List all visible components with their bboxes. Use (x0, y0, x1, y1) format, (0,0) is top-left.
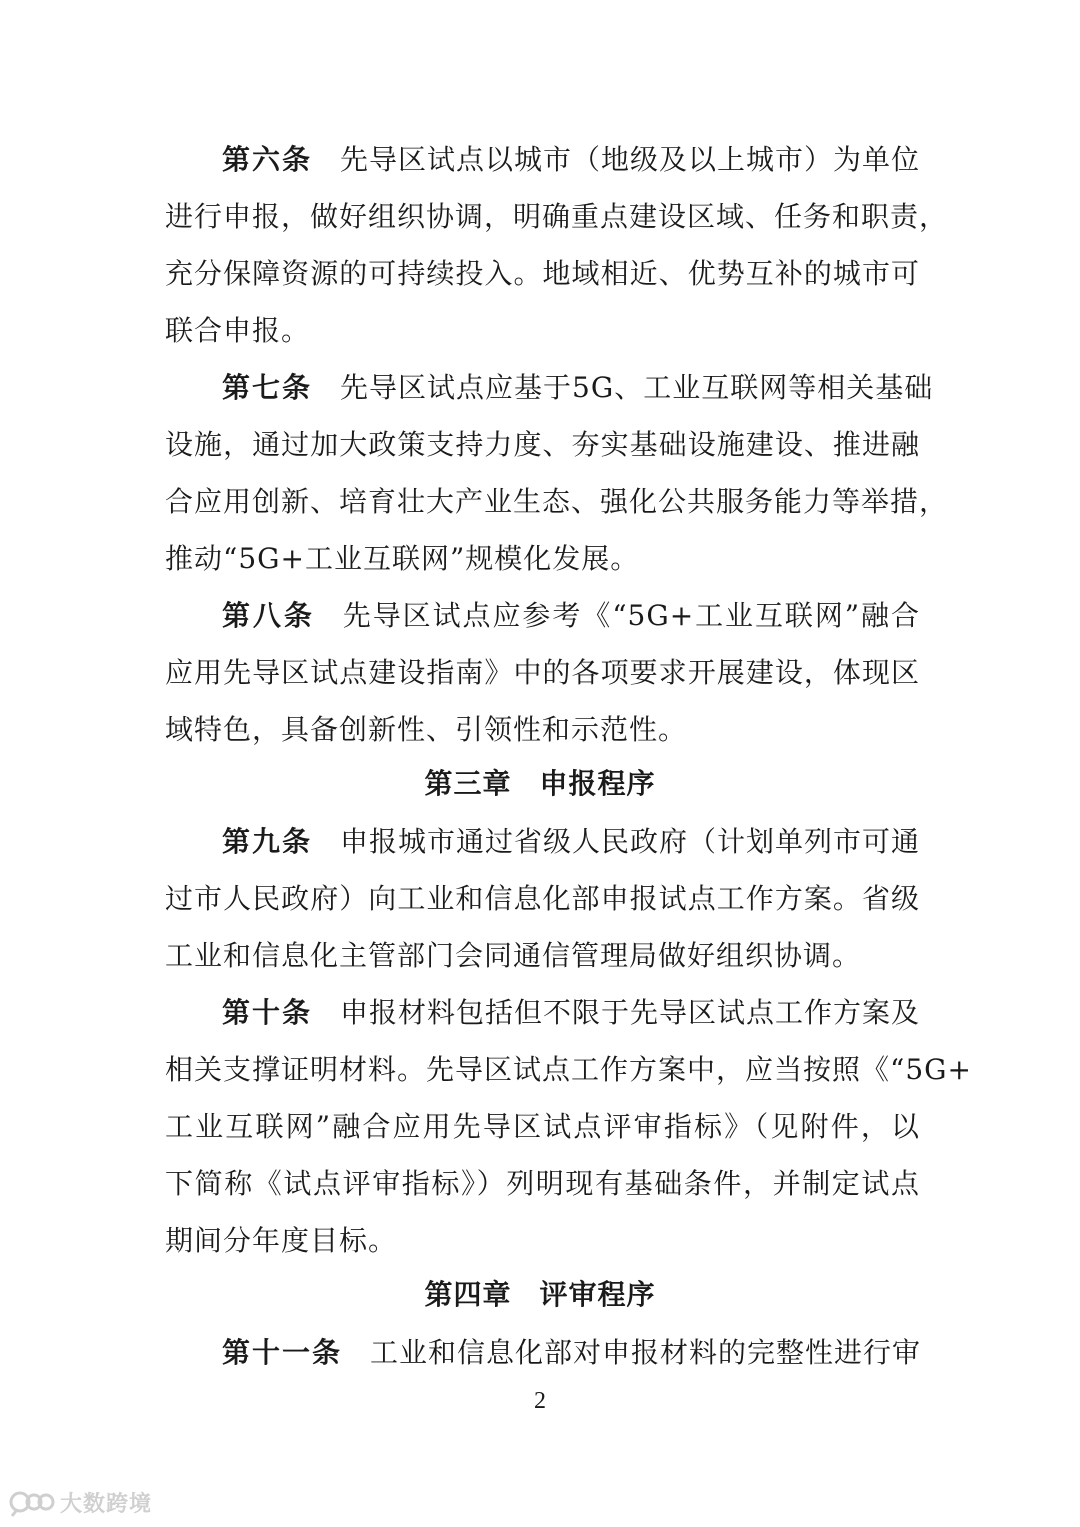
article-7-line-2: 设施，通过加大政策支持力度、夯实基础设施建设、推进融 (165, 428, 920, 461)
article-11-line-1: 第十一条 工业和信息化部对申报材料的完整性进行审 (222, 1336, 922, 1369)
chapter-4-heading (0, 1275, 1080, 1315)
article-10-line-4: 下简称《试点评审指标》）列明现有基础条件，并制定试点 (165, 1167, 920, 1200)
chapter-3-title: 申报程序 (539, 767, 656, 800)
article-10-line-3: 工业互联网”融合应用先导区试点评审指标》（见附件，以 (165, 1110, 920, 1143)
article-7-line-4: 推动“5G+工业互联网”规模化发展。 (165, 542, 640, 575)
article-6-line-4: 联合申报。 (165, 314, 311, 347)
article-11-label: 第十一条 (222, 1336, 343, 1369)
article-9-line-1: 第九条 申报城市通过省级人民政府（计划单列市可通 (222, 825, 921, 858)
watermark (8, 1485, 152, 1519)
article-9-line-3: 工业和信息化主管部门会同通信管理局做好组织协调。 (165, 939, 862, 972)
article-6-line-2: 进行申报，做好组织协调，明确重点建设区域、任务和职责， (165, 200, 949, 233)
article-8-line-2: 应用先导区试点建设指南》中的各项要求开展建设，体现区 (165, 656, 920, 689)
article-7-line-3: 合应用创新、培育壮大产业生态、强化公共服务能力等举措， (165, 485, 949, 518)
watermark-text: 大数跨境 (60, 1491, 153, 1517)
article-6-line-3: 充分保障资源的可持续投入。地域相近、优势互补的城市可 (165, 257, 920, 290)
dashu-logo-icon (8, 1487, 56, 1517)
chapter-4-title: 评审程序 (539, 1278, 656, 1311)
article-9-label: 第九条 (222, 825, 313, 858)
article-10-line-2: 相关支撑证明材料。先导区试点工作方案中，应当按照《“5G+ (165, 1053, 972, 1086)
article-10-line-1: 第十条 申报材料包括但不限于先导区试点工作方案及 (222, 996, 921, 1029)
page-number: 2 (534, 1388, 546, 1414)
chapter-3-number: 第三章 (424, 767, 512, 800)
article-9-line-2: 过市人民政府）向工业和信息化部申报试点工作方案。省级 (165, 882, 920, 915)
chapter-4-number: 第四章 (424, 1278, 512, 1311)
article-7-line-1: 第七条 先导区试点应基于5G、工业互联网等相关基础 (222, 371, 934, 404)
article-10-label: 第十条 (222, 996, 313, 1029)
article-8-line-3: 域特色，具备创新性、引领性和示范性。 (165, 713, 688, 746)
article-8-label: 第八条 (222, 599, 315, 632)
article-8-line-1: 第八条 先导区试点应参考《“5G+工业互联网”融合 (222, 599, 920, 632)
article-6-label: 第六条 (222, 143, 313, 176)
article-7-label: 第七条 (222, 371, 313, 404)
article-6-line-1: 第六条 先导区试点以城市（地级及以上城市）为单位 (222, 143, 921, 176)
chapter-3-heading (0, 764, 1080, 804)
article-10-line-5: 期间分年度目标。 (165, 1224, 398, 1257)
